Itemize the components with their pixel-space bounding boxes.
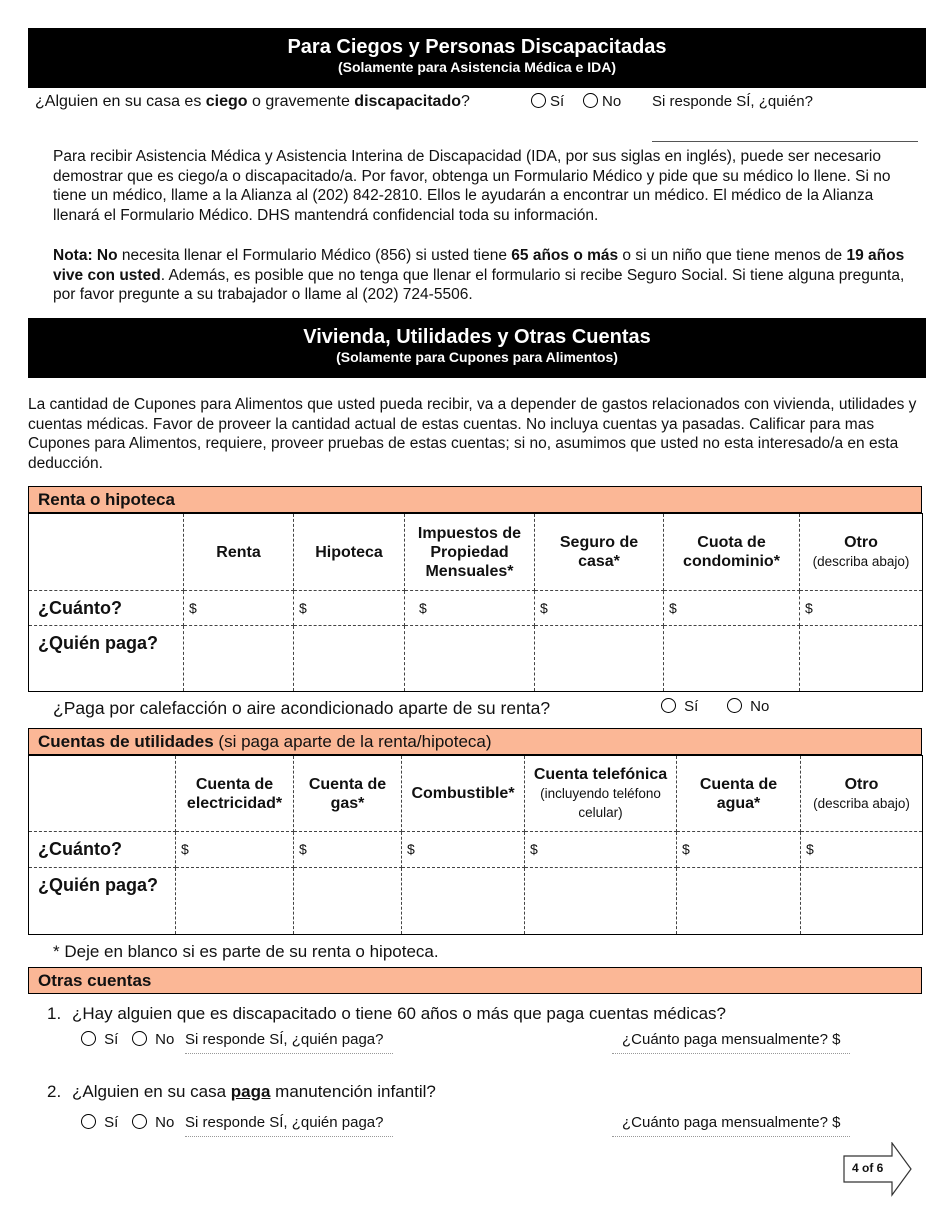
blind-section-subtitle: (Solamente para Asistencia Médica e IDA) — [337, 59, 617, 75]
utilities-section-header: Cuentas de utilidades (si paga aparte de la renta/hipoteca) — [28, 728, 922, 755]
utilities-row-cuanto-label: ¿Cuánto? — [29, 832, 176, 868]
utilities-agua-payer-field[interactable] — [677, 868, 801, 935]
housing-intro-paragraph: La cantidad de Cupones para Alimentos que usted pueda recibir, va a depender de gastos relacionados con vivienda, utilidades y cuentas médicas. Favor de proveer la cantidad actual de estas cuentas. No incluya cuentas ya pasadas. Calificar para mas Cupones para Alimentos, requiere, proveer pruebas de estas cuentas; si no, asumimos que usted no esta interesado/a en esta deducción. — [28, 396, 917, 472]
other-q2-yes-option[interactable]: Sí — [81, 1114, 118, 1131]
heating-no-option[interactable]: No — [727, 698, 769, 715]
utilities-table — [28, 755, 923, 935]
utilities-gas-amount-field[interactable]: $ — [294, 832, 402, 868]
rent-col-otro: Otro (describa abajo) — [800, 514, 923, 591]
utilities-elec-payer-field[interactable] — [176, 868, 294, 935]
other-q1-text: ¿Hay alguien que es discapacitado o tiene 60 años o más que paga cuentas médicas? — [72, 1004, 726, 1023]
utilities-comb-payer-field[interactable] — [402, 868, 525, 935]
housing-section-title: Vivienda, Utilidades y Otras Cuentas — [303, 326, 651, 348]
rent-row-cuanto-label: ¿Cuánto? — [29, 591, 184, 626]
other-q1-amount-field[interactable] — [612, 1050, 850, 1054]
housing-section-banner — [28, 318, 926, 378]
utilities-corner-cell — [29, 756, 176, 832]
page-indicator: 4 of 6 — [852, 1161, 884, 1175]
utilities-col-elec: Cuenta de electricidad* — [176, 756, 294, 832]
other-q1-yes-radio[interactable] — [81, 1031, 96, 1046]
utilities-row-quien-label: ¿Quién paga? — [29, 868, 176, 935]
utilities-col-comb: Combustible* — [402, 756, 525, 832]
other-q2-who-field[interactable] — [185, 1133, 393, 1137]
rent-cuota-payer-field[interactable] — [664, 626, 800, 692]
rent-hipoteca-amount-field[interactable]: $ — [294, 591, 405, 626]
utilities-col-tel: Cuenta telefónica (incluyendo teléfono celular) — [525, 756, 677, 832]
rent-otro-payer-field[interactable] — [800, 626, 923, 692]
other-q2-no-radio[interactable] — [132, 1114, 147, 1129]
blind-yes-option[interactable]: Sí — [531, 93, 564, 110]
utilities-elec-amount-field[interactable]: $ — [176, 832, 294, 868]
other-section-header: Otras cuentas — [28, 967, 922, 994]
rent-table — [28, 513, 923, 692]
blind-note-paragraph: Nota: No necesita llenar el Formulario Médico (856) si usted tiene 65 años o más o si un niño que tiene menos de 19 años vive con usted. Además, es posible que no tenga que llenar el formulario si recibe Seguro Social. Si tiene alguna pregunta, por favor pregunte a su trabajador o llame al (202) 724-5506. — [53, 247, 905, 303]
other-q2-amount-label: ¿Cuánto paga mensualmente? $ — [622, 1114, 841, 1131]
rent-seguro-amount-field[interactable]: $ — [535, 591, 664, 626]
other-q1-yes-option[interactable]: Sí — [81, 1031, 118, 1048]
rent-corner-cell — [29, 514, 184, 591]
rent-renta-payer-field[interactable] — [184, 626, 294, 692]
heating-yes-option[interactable]: Sí — [661, 698, 698, 715]
utilities-otro-amount-field[interactable]: $ — [801, 832, 923, 868]
rent-hipoteca-payer-field[interactable] — [294, 626, 405, 692]
other-q2-text: ¿Alguien en su casa paga manutención infantil? — [72, 1082, 436, 1101]
blind-section-banner — [28, 28, 926, 88]
rent-otro-amount-field[interactable]: $ — [800, 591, 923, 626]
heating-question: ¿Paga por calefacción o aire acondicionado aparte de su renta? — [53, 698, 551, 718]
utilities-col-gas: Cuenta de gas* — [294, 756, 402, 832]
utilities-comb-amount-field[interactable]: $ — [402, 832, 525, 868]
blind-info-paragraph: Para recibir Asistencia Médica y Asistencia Interina de Discapacidad (IDA, por sus siglas en inglés), puede ser necesario demostrar que es ciego/a o discapacitado/a. Por favor, obtenga un Formulario Médico y pide que su médico lo llene. Si no tiene un médico, llame a la Alianza al (202) 842-2810. Ellos le ayudarán a encontrar un médico. El médico de la Alianza llenará el Formulario Médico. DHS mantendrá confidencial toda su información. — [53, 148, 891, 224]
other-q1-no-option[interactable]: No — [132, 1031, 174, 1048]
blind-question: ¿Alguien en su casa es ciego o gravemente discapacitado? — [35, 93, 470, 110]
rent-col-seguro: Seguro de casa* — [535, 514, 664, 591]
utilities-col-otro: Otro (describa abajo) — [801, 756, 923, 832]
utilities-tel-amount-field[interactable]: $ — [525, 832, 677, 868]
housing-section-subtitle: (Solamente para Cupones para Alimentos) — [336, 349, 618, 365]
blind-who-label: Si responde SÍ, ¿quién? — [652, 93, 813, 110]
other-q2-who-label: Si responde SÍ, ¿quién paga? — [185, 1114, 384, 1131]
rent-col-renta: Renta — [184, 514, 294, 591]
utilities-gas-payer-field[interactable] — [294, 868, 402, 935]
rent-col-impuestos: Impuestos de Propiedad Mensuales* — [405, 514, 535, 591]
other-q1-who-label: Si responde SÍ, ¿quién paga? — [185, 1031, 384, 1048]
blind-section-title: Para Ciegos y Personas Discapacitadas — [287, 36, 667, 58]
blind-no-option[interactable]: No — [583, 93, 621, 110]
other-q1-amount-label: ¿Cuánto paga mensualmente? $ — [622, 1031, 841, 1048]
other-q1-number: 1. — [47, 1004, 62, 1023]
rent-col-cuota: Cuota de condominio* — [664, 514, 800, 591]
rent-seguro-payer-field[interactable] — [535, 626, 664, 692]
rent-renta-amount-field[interactable]: $ — [184, 591, 294, 626]
utilities-footnote: * Deje en blanco si es parte de su renta o hipoteca. — [53, 942, 439, 961]
rent-impuestos-payer-field[interactable] — [405, 626, 535, 692]
utilities-agua-amount-field[interactable]: $ — [677, 832, 801, 868]
other-q2-yes-radio[interactable] — [81, 1114, 96, 1129]
rent-section-header: Renta o hipoteca — [28, 486, 922, 513]
heating-no-radio[interactable] — [727, 698, 742, 713]
heating-yes-radio[interactable] — [661, 698, 676, 713]
other-q1-no-radio[interactable] — [132, 1031, 147, 1046]
other-q2-amount-field[interactable] — [612, 1133, 850, 1137]
utilities-otro-payer-field[interactable] — [801, 868, 923, 935]
other-q1-who-field[interactable] — [185, 1050, 393, 1054]
other-q2-no-option[interactable]: No — [132, 1114, 174, 1131]
blind-no-radio[interactable] — [583, 93, 598, 108]
rent-row-quien-label: ¿Quién paga? — [29, 626, 184, 692]
blind-yes-radio[interactable] — [531, 93, 546, 108]
blind-who-field[interactable] — [652, 118, 918, 142]
utilities-col-agua: Cuenta de agua* — [677, 756, 801, 832]
rent-impuestos-amount-field[interactable]: $ — [405, 591, 535, 626]
rent-cuota-amount-field[interactable]: $ — [664, 591, 800, 626]
utilities-tel-payer-field[interactable] — [525, 868, 677, 935]
other-q2-number: 2. — [47, 1082, 62, 1101]
rent-col-hipoteca: Hipoteca — [294, 514, 405, 591]
